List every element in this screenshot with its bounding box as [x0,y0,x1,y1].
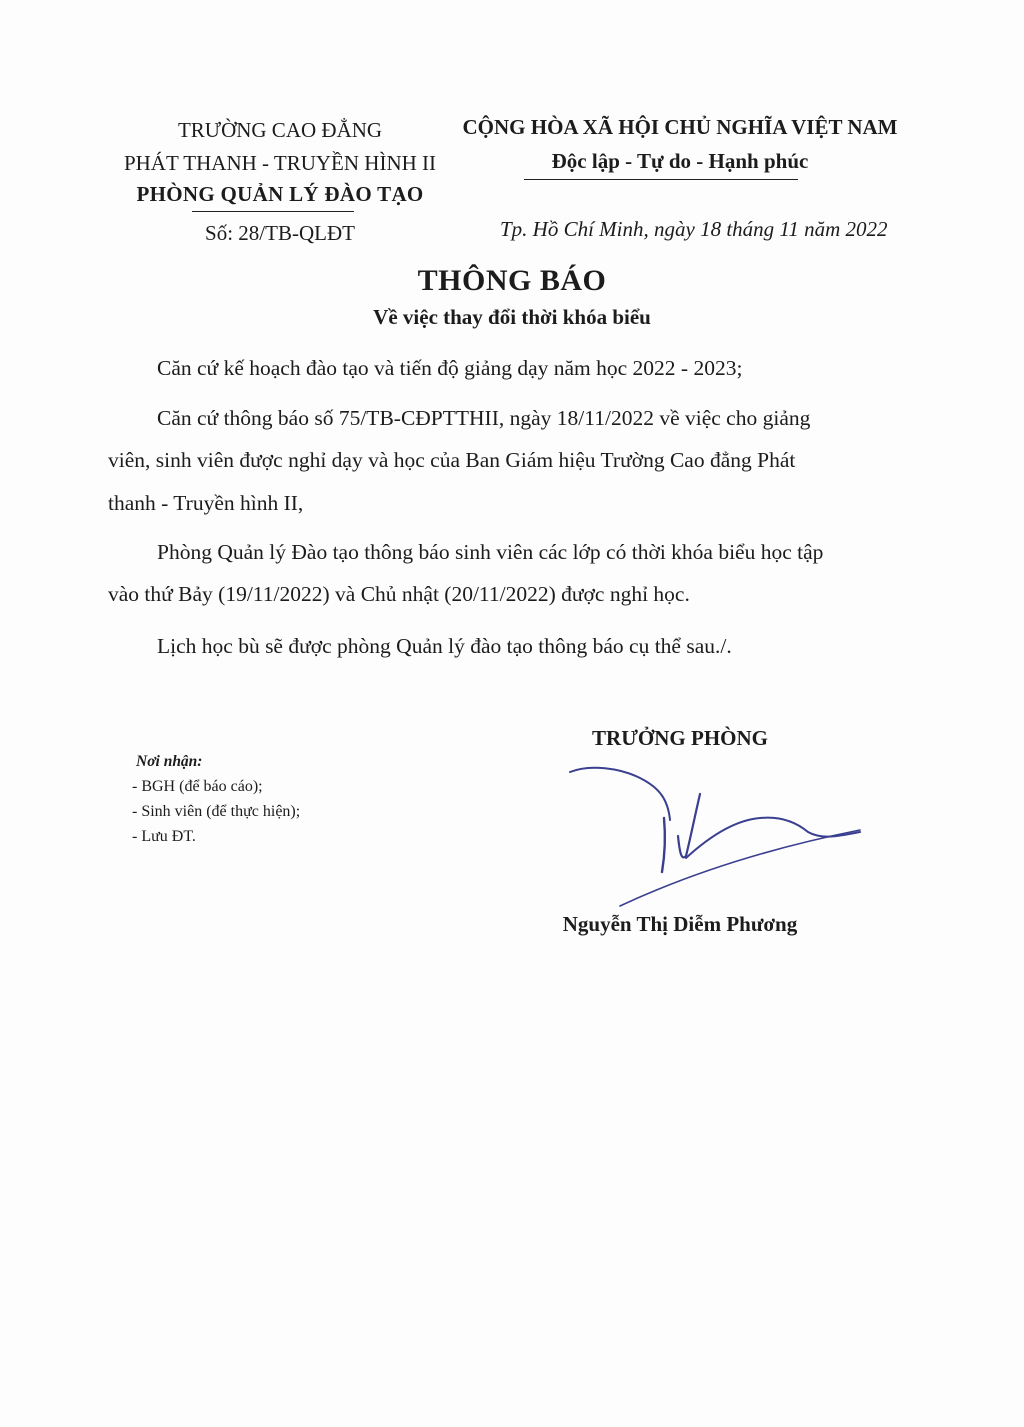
place-date: Tp. Hồ Chí Minh, ngày 18 tháng 11 năm 2022 [500,217,888,241]
paragraph-3-line-1: Phòng Quản lý Đào tạo thông báo sinh viên các lớp có thời khóa biểu học tập [157,540,824,564]
org-name-line2: PHÁT THANH - TRUYỀN HÌNH II [123,151,437,175]
document-number: Số: 28/TB-QLĐT [205,221,355,245]
paragraph-4: Lịch học bù sẽ được phòng Quản lý đào tạo thông báo cụ thể sau./. [157,634,732,658]
national-motto: Độc lập - Tự do - Hạnh phúc [551,149,809,173]
recipients-heading: Nơi nhận: [136,753,203,770]
recipient-item: - BGH (để báo cáo); [132,778,263,795]
document-subtitle: Về việc thay đổi thời khóa biểu [373,305,651,329]
org-name-line1: TRƯỜNG CAO ĐẲNG [177,118,383,142]
signatory-title: TRƯỞNG PHÒNG [592,726,768,750]
department-name: PHÒNG QUẢN LÝ ĐÀO TẠO [136,182,424,206]
org-underline [192,211,354,212]
paragraph-2-line-3: thanh - Truyền hình II, [108,491,304,515]
recipient-item: - Lưu ĐT. [132,828,196,845]
handwritten-signature [560,760,880,920]
recipient-item: - Sinh viên (để thực hiện); [132,803,301,820]
paragraph-2-line-2: viên, sinh viên được nghỉ dạy và học của Ban Giám hiệu Trường Cao đẳng Phát [108,448,796,472]
national-title: CỘNG HÒA XÃ HỘI CHỦ NGHĨA VIỆT NAM [462,115,898,139]
paragraph-3-line-2: vào thứ Bảy (19/11/2022) và Chủ nhật (20/11/2022) được nghỉ học. [108,582,690,606]
signatory-name: Nguyễn Thị Diễm Phương [562,912,798,936]
paragraph-2-line-1: Căn cứ thông báo số 75/TB-CĐPTTHII, ngày 18/11/2022 về việc cho giảng [157,406,811,430]
motto-underline [524,179,798,180]
document-title: THÔNG BÁO [417,264,607,297]
paragraph-1: Căn cứ kế hoạch đào tạo và tiến độ giảng dạy năm học 2022 - 2023; [157,356,743,380]
